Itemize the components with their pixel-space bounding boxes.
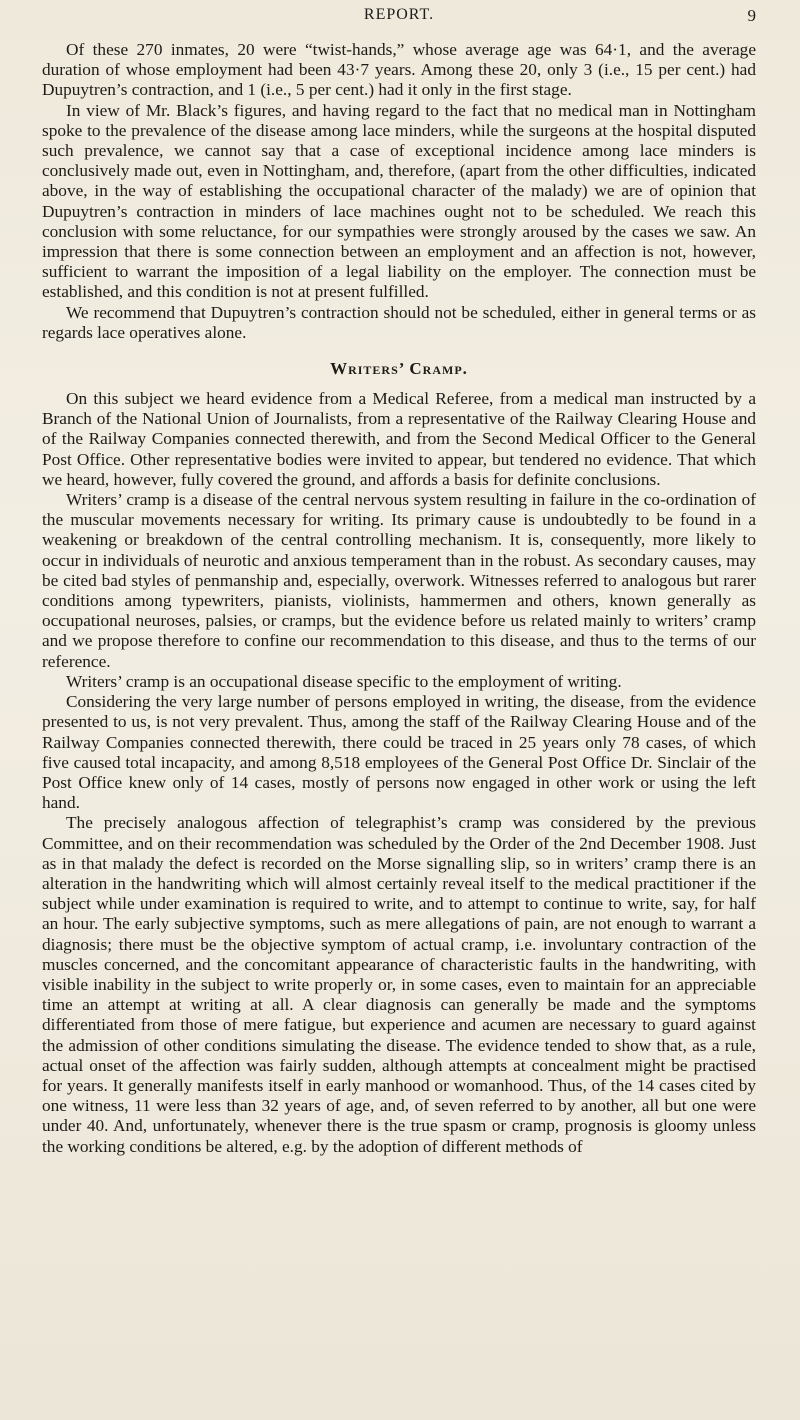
paragraph-evidence: On this subject we heard evidence from a Medical Referee, from a medical man instructed by a Branch of the National Union of Journalists, from a representative of the Railway Clearing House and of the Railway Companies connected therewith, and from the Second Medical Officer to the General Post Office. Other representative bodies were invited to appear, but tendered no evidence. That which we heard, however, fully covered the ground, and affords a basis for definite conclusions. [42, 389, 756, 489]
page-number: 9 [747, 6, 756, 25]
page-header [42, 0, 756, 40]
running-head: REPORT. [363, 6, 435, 23]
section-heading-writers-cramp: Writers’ Cramp. [330, 359, 468, 379]
paragraph-specific-disease: Writers’ cramp is an occupational disease specific to the employment of writing. [66, 671, 622, 691]
paragraph-twist-hands: Of these 270 inmates, 20 were “twist-hands,” whose average age was 64·1, and the average duration of whose employment had been 43·7 years. Among these 20, only 3 (i.e., 15 per cent.) had Dupuytren’s contraction, and 1 (i.e., 5 per cent.) had it only in the first stage. [42, 40, 756, 100]
paragraph-prevalence: Considering the very large number of persons employed in writing, the disease, from the evidence presented to us, is not very prevalent. Thus, among the staff of the Railway Clearing House and of the Railway Companies connected therewith, there could be traced in 25 years only 78 cases, of which five caused total incapacity, and among 8,518 employees of the General Post Office Dr. Sinclair of the Post Office knew only of 14 cases, mostly of persons now engaged in other work or using the left hand. [42, 692, 756, 813]
paragraph-definition: Writers’ cramp is a disease of the central nervous system resulting in failure in the co-ordination of the muscular movements necessary for writing. Its primary cause is undoubtedly to be found in a weakening or breakdown of the central controlling mechanism. It is, consequently, more likely to occur in individuals of neurotic and anxious temperament than in the robust. As secondary causes, may be cited bad styles of penmanship and, especially, overwork. Witnesses referred to analogous but rarer conditions among typewriters, pianists, violinists, hammermen and others, known generally as occupational neuroses, palsies, or cramps, but the evidence before us related mainly to writers’ cramp and we propose therefore to confine our recommendation to this disease, and thus to the terms of our reference. [42, 490, 756, 671]
paragraph-dupuytren-recommendation: We recommend that Dupuytren’s contraction should not be scheduled, either in general terms or as regards lace operatives alone. [42, 302, 756, 342]
paragraph-nottingham-view: In view of Mr. Black’s figures, and having regard to the fact that no medical man in Nottingham spoke to the prevalence of the disease among lace minders, while the surgeons at the hospital disputed such prevalence, we cannot say that a case of exceptional incidence among lace minders is conclusively made out, even in Nottingham, and, therefore, (apart from the other difficulties, indicated above, in the way of establishing the occupational character of the malady) we are of opinion that Dupuytren’s contraction in minders of lace machines ought not to be scheduled. We reach this conclusion with some reluctance, for our sympathies were strongly aroused by the cases we saw. An impression that there is some connection between an employment and an affection is not, however, sufficient to warrant the imposition of a legal liability on the employer. The connection must be established, and this condition is not at present fulfilled. [42, 100, 756, 302]
paragraph-telegraphists-cramp: The precisely analogous affection of telegraphist’s cramp was considered by the previous Committee, and on their recommendation was scheduled by the Order of the 2nd December 1908. Just as in that malady the defect is recorded on the Morse signalling slip, so in writers’ cramp there is an alteration in the handwriting which will almost certainly reveal itself to the medical practitioner if the subject while under examination is required to write, and to attempt to continue to write, say, for half an hour. The early subjective symptoms, such as mere allegations of pain, are not enough to warrant a diagnosis; there must be the objective symptom of actual cramp, i.e. involuntary contraction of the muscles concerned, and the concomitant appearance of characteristic faults in the handwriting, with visible inability in the subject to write properly or, in some cases, even to maintain for an appreciable time an attempt at writing at all. A clear diagnosis can generally be made and the symptoms differentiated from those of mere fatigue, but experience and acumen are necessary to guard against the admission of other conditions simulating the disease. The evidence tended to show that, as a rule, actual onset of the affection was fairly sudden, although attempts at concealment might be practised for years. It generally manifests itself in early manhood or womanhood. Thus, of the 14 cases cited by one witness, 11 were less than 32 years of age, and, of seven referred to by another, all but one were under 40. And, unfortunately, whenever there is the true spasm or cramp, prognosis is gloomy unless the working conditions be altered, e.g. by the adoption of different methods of [42, 813, 756, 1156]
